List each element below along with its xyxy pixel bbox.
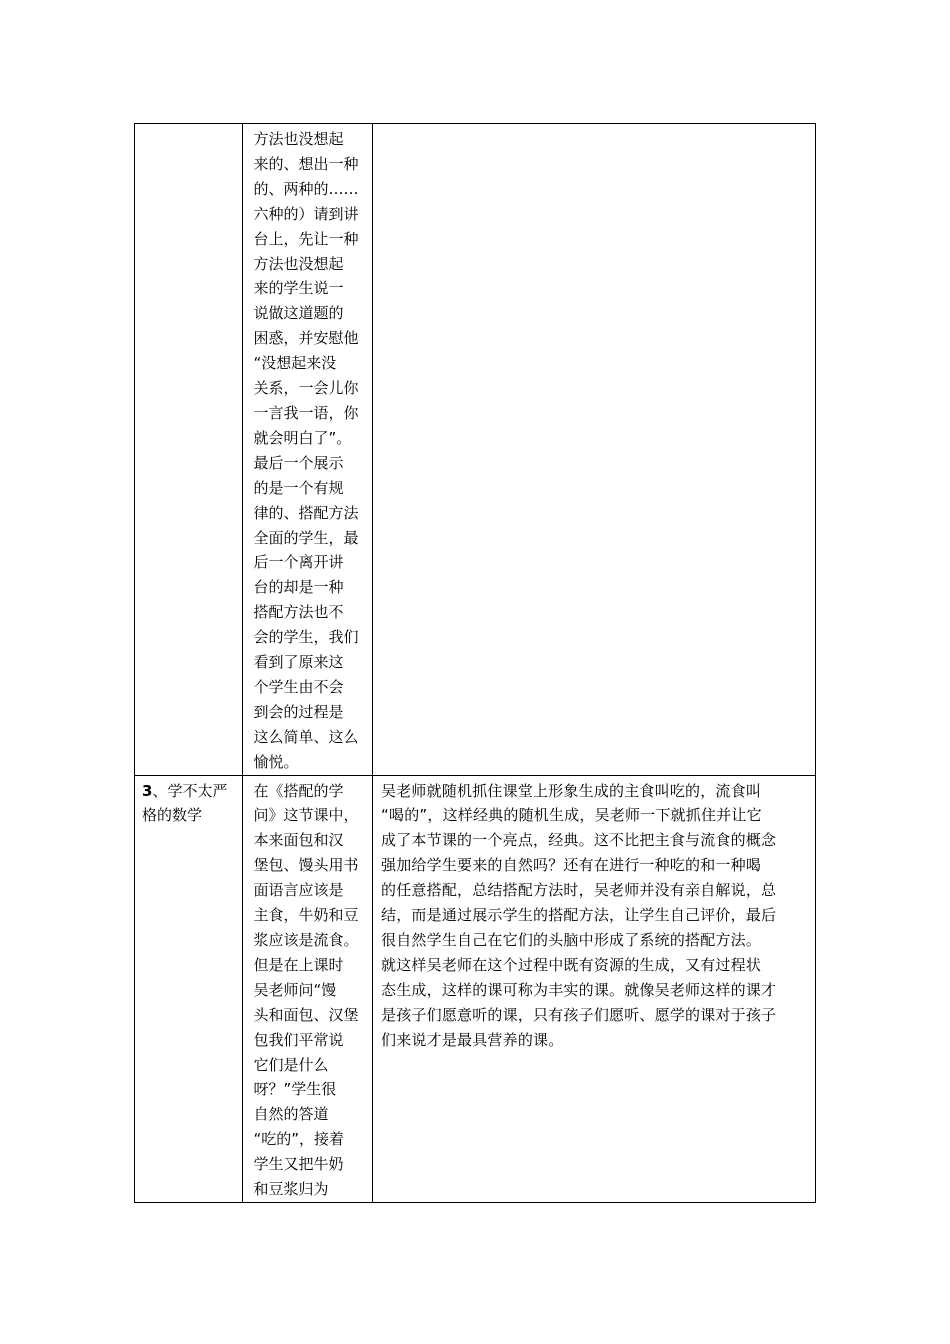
text-line: 来的学生说一	[253, 279, 344, 298]
text-line: 态生成，这样的课可称为丰实的课。就像吴老师这样的课才	[381, 980, 777, 999]
row1-case-text	[243, 124, 372, 775]
text-line: 一言我一语，你	[253, 403, 359, 422]
text-line: 成了本节课的一个亮点，经典。这不比把主食与流食的概念	[381, 831, 777, 850]
text-line: 后一个离开讲	[253, 553, 344, 572]
text-line: “没想起来没	[253, 354, 337, 373]
text-line: 来的、想出一种	[253, 154, 359, 173]
row1-category-text	[135, 124, 242, 127]
text-line: 浆应该是流食。	[253, 931, 359, 949]
document-table	[134, 123, 816, 1203]
text-line: 但是在上课时	[253, 955, 344, 974]
text-line: 台上，先让一种	[253, 229, 359, 248]
row2-case-cell	[243, 775, 373, 1202]
text-line: 的是一个有规	[253, 478, 344, 497]
text-line: 搭配方法也不	[253, 603, 344, 622]
text-line: 全面的学生，最	[253, 528, 359, 547]
text-line: 它们是什么	[253, 1055, 329, 1074]
text-line: 格的数学	[142, 806, 203, 825]
text-line: 会的学生，我们	[253, 628, 359, 647]
text-line: 关系，一会儿你	[253, 379, 359, 398]
text-line: 说做这道题的	[253, 304, 344, 323]
text-line: 这么简单、这么	[253, 727, 359, 746]
table-row	[135, 124, 816, 776]
text-line: 吴老师就随机抓住课堂上形象生成的主食叫吃的，流食叫	[381, 781, 762, 800]
text-line: 困惑，并安慰他	[253, 329, 359, 348]
row1-comment-text	[373, 124, 815, 127]
text-line: 很自然学生自己在它们的头脑中形成了系统的搭配方法。	[381, 931, 762, 949]
text-line: 个学生由不会	[253, 677, 344, 696]
text-line: 自然的答道	[253, 1105, 329, 1124]
text-line: 吴老师问“馒	[253, 980, 337, 999]
text-line: 问》这节课中，	[253, 806, 359, 825]
text-line: 学生又把牛奶	[253, 1155, 344, 1174]
row2-category-lines	[142, 782, 238, 829]
text-line: 们来说才是最具营养的课。	[381, 1030, 564, 1049]
row2-case-text	[243, 776, 372, 1202]
text-line: 和豆浆归为	[253, 1180, 329, 1199]
text-line: 的任意搭配，总结搭配方法时，吴老师并没有亲自解说，总	[381, 881, 777, 900]
text-line: 看到了原来这	[253, 653, 344, 672]
text-line: 的、两种的……	[253, 179, 359, 198]
text-line: 本来面包和汉	[253, 831, 344, 850]
row2-category-cell	[135, 775, 243, 1202]
row2-comment-cell	[373, 775, 816, 1202]
text-line: 到会的过程是	[253, 702, 344, 721]
text-line: 方法也没想起	[253, 254, 344, 273]
text-line: 律的、搭配方法	[253, 503, 359, 522]
row1-case-cell	[243, 124, 373, 776]
text-line: 是孩子们愿意听的课，只有孩子们愿听、愿学的课对于孩子	[381, 1005, 777, 1024]
text-line: 头和面包、汉堡	[253, 1005, 359, 1024]
row2-comment-text	[373, 776, 815, 1053]
text-line: 堡包、馒头用书	[253, 856, 359, 875]
text-line: 面语言应该是	[253, 881, 344, 900]
text-line: 最后一个展示	[253, 453, 344, 472]
text-line: “喝的”，这样经典的随机生成，吴老师一下就抓住并让它	[381, 806, 762, 825]
table-row	[135, 775, 816, 1202]
text-line: 愉悦。	[253, 752, 299, 771]
row2-category-number: 3	[142, 781, 153, 800]
text-line: 台的却是一种	[253, 578, 344, 597]
text-line: “吃的”，接着	[253, 1130, 345, 1149]
text-line: 结，而是通过展示学生的搭配方法，让学生自己评价，最后	[381, 906, 777, 925]
row2-category-text	[135, 776, 242, 829]
text-line: 方法也没想起	[253, 130, 344, 148]
text-line: 在《搭配的学	[253, 781, 344, 800]
text-line: 包我们平常说	[253, 1030, 344, 1049]
row1-category-cell	[135, 124, 243, 776]
text-line: 强加给学生要来的自然吗？还有在进行一种吃的和一种喝	[381, 856, 762, 875]
row1-comment-cell	[373, 124, 816, 776]
text-line: 呀？”学生很	[253, 1080, 337, 1099]
text-line: 主食，牛奶和豆	[253, 906, 359, 925]
text-line: 、学不太严	[152, 781, 228, 800]
text-line: 就这样吴老师在这个过程中既有资源的生成，又有过程状	[381, 955, 762, 974]
text-line: 就会明白了”。	[253, 428, 352, 447]
text-line: 六种的）请到讲	[253, 204, 359, 223]
